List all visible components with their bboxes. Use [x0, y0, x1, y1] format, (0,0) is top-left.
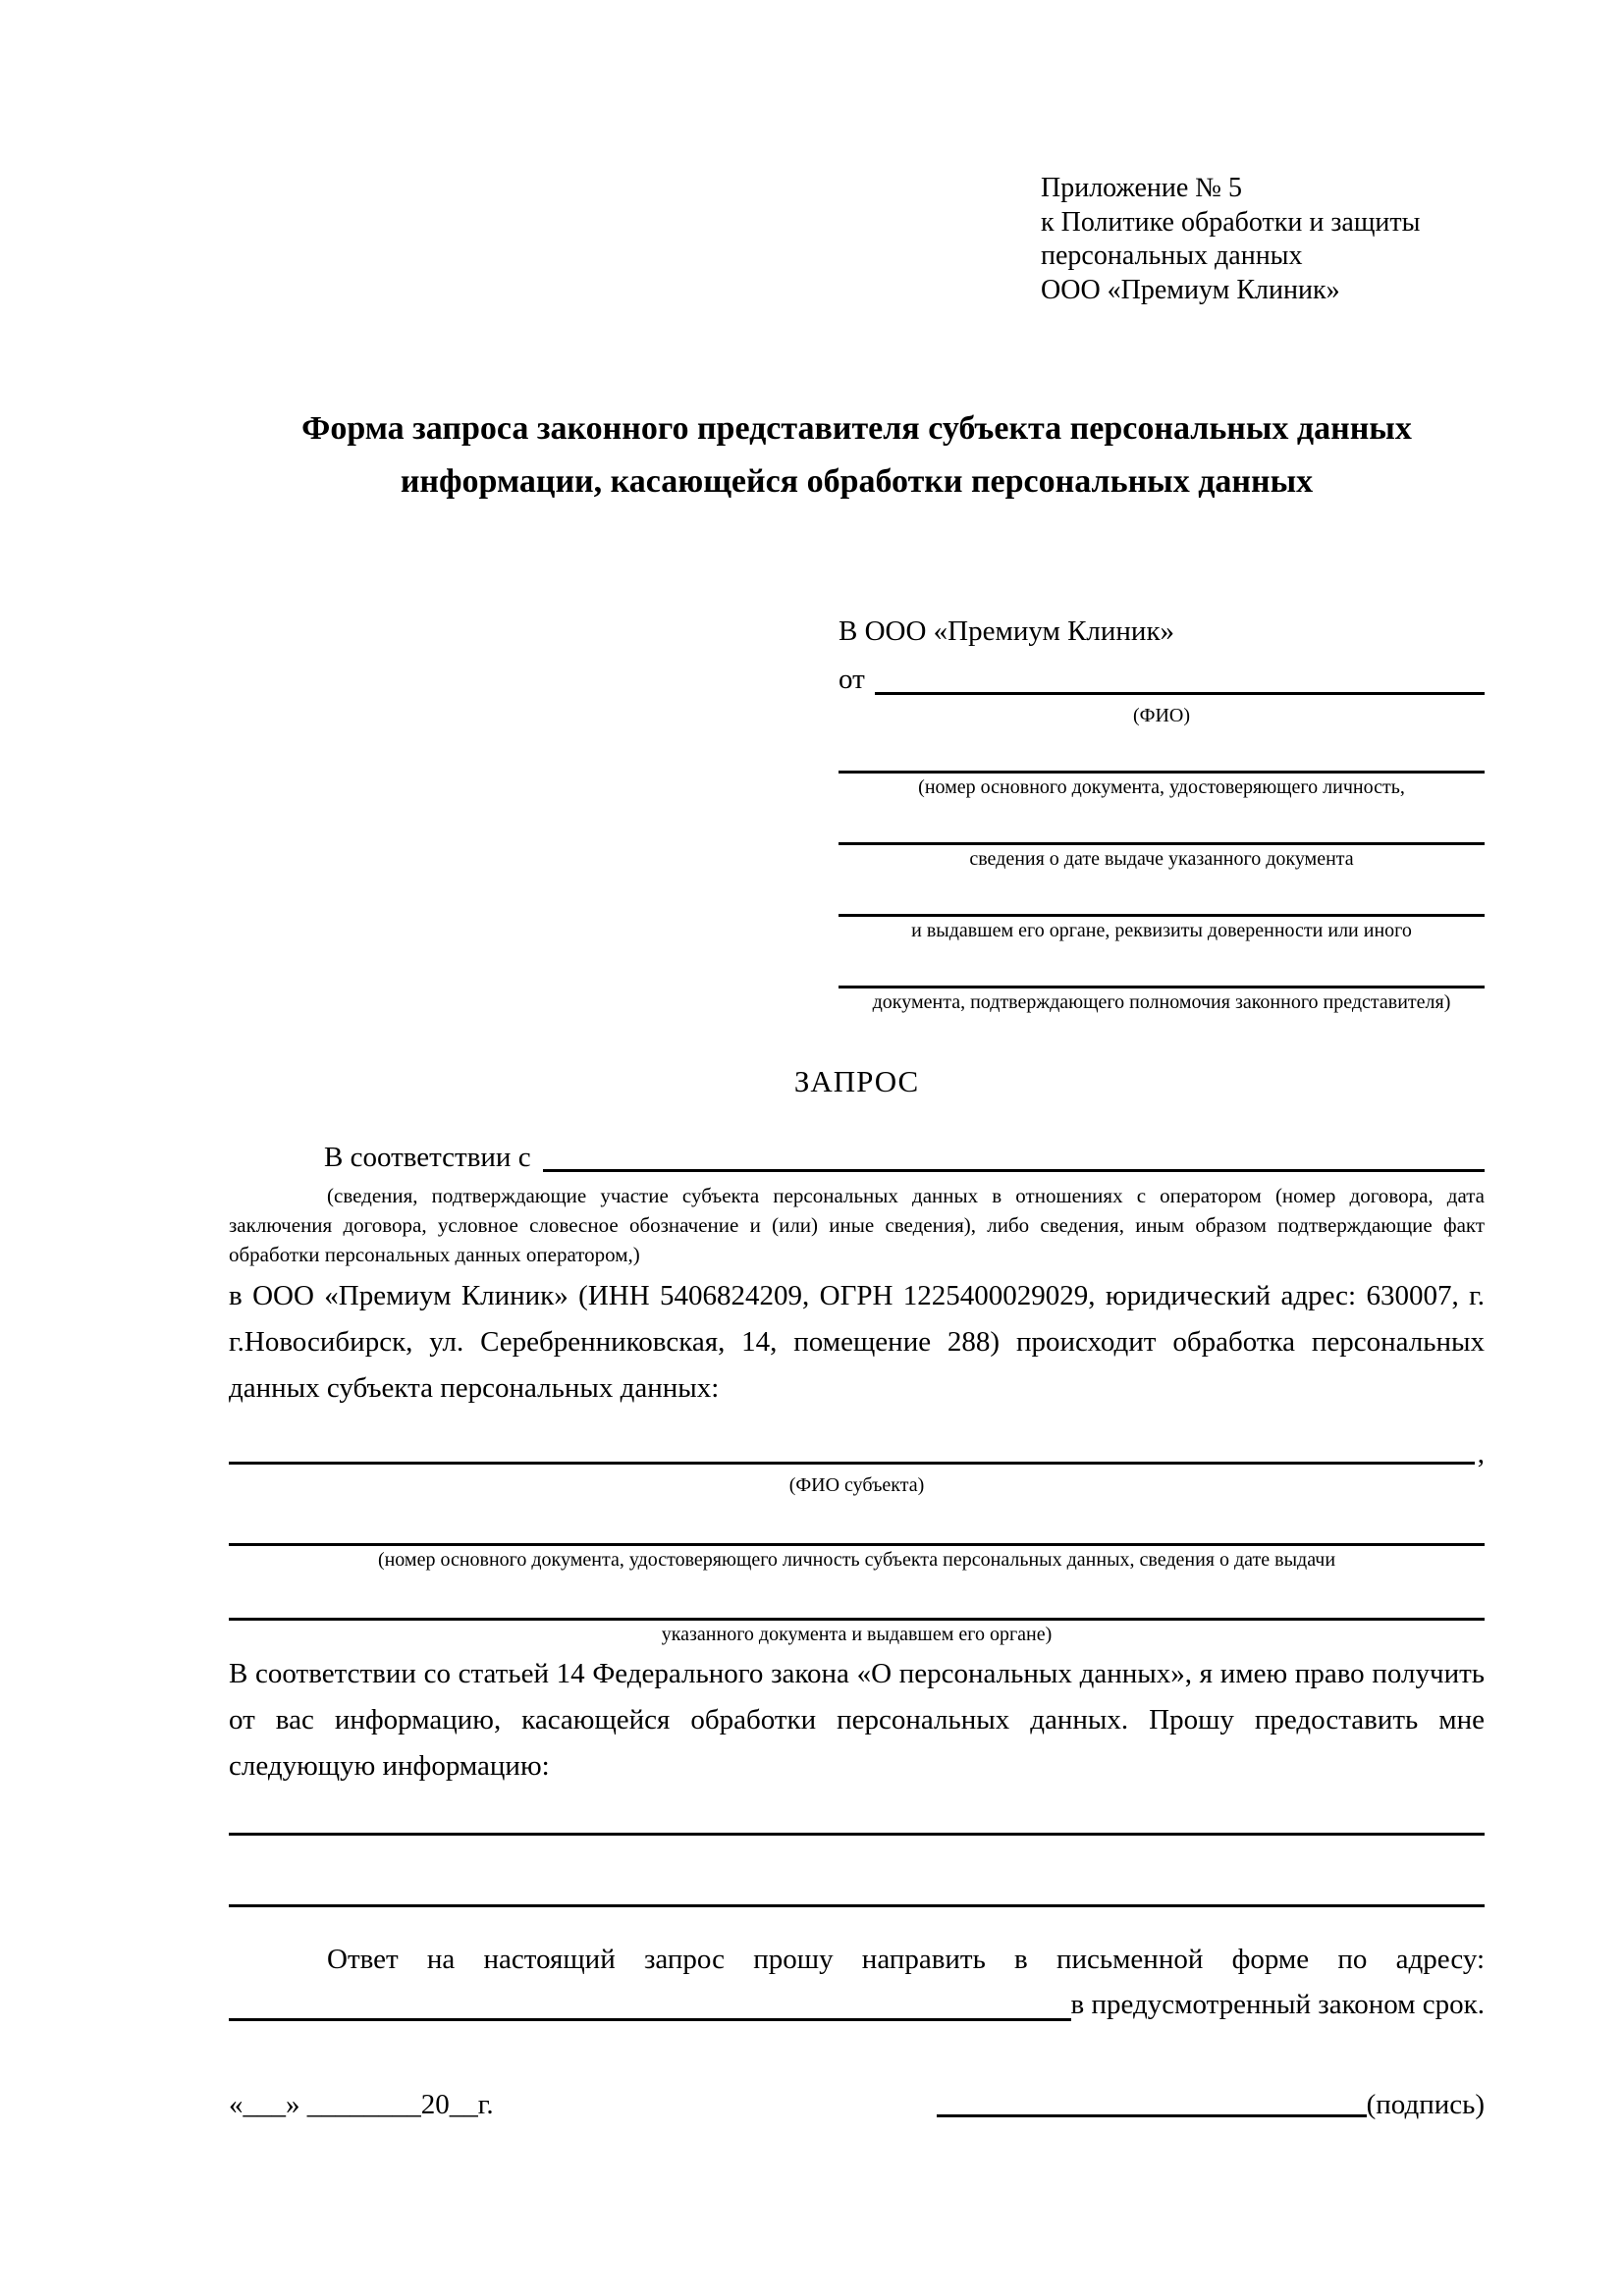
basis-caption: (сведения, подтверждающие участие субъекта персональных данных в отношениях с оператором (номер договора, дата заключения договора, условное словесное обозначение и (или) иные сведения), либо сведения, иным образом подтверждающие факт обработки персональных данных оператором,) [229, 1184, 1485, 1266]
subject-doc-fill-line-1 [229, 1498, 1485, 1546]
response-address-fill-line [229, 2018, 1071, 2021]
issuing-authority-fill-line [839, 872, 1485, 917]
addressee-organization: В ООО «Премиум Клиник» [839, 615, 1175, 648]
title-line-2: информации, касающейся обработки персональных данных [400, 462, 1314, 500]
requested-info-fill-line-1 [229, 1789, 1485, 1836]
basis-fill-line [543, 1169, 1485, 1172]
authority-doc-fill-line [839, 943, 1485, 988]
signature-line [937, 2114, 1367, 2117]
response-address-field [229, 1982, 1485, 2027]
from-label: от [839, 664, 865, 695]
signature-row [229, 2087, 1485, 2124]
signature-field [937, 2087, 1485, 2124]
basis-field [229, 1137, 1485, 1180]
law-paragraph: В соответствии со статьей 14 Федерального закона «О персональных данных», я имею право получить от вас информацию, касающейся обработки персональных данных. Прошу предоставить мне следующую информацию: [229, 1658, 1485, 1783]
fio-caption: (ФИО) [1132, 704, 1190, 726]
response-deadline-text: в предусмотренный законом срок. [1070, 1989, 1485, 2021]
subject-fio-caption: (ФИО субъекта) [788, 1474, 925, 1497]
requested-info-fill-line-2 [229, 1836, 1485, 1907]
from-fill-line [875, 692, 1485, 695]
issue-date-fill-line [839, 800, 1485, 845]
appendix-line-4: ООО «Премиум Клиник» [1041, 275, 1340, 306]
issue-date-caption: сведения о дате выдаче указанного документа [969, 847, 1354, 870]
appendix-line-2: к Политике обработки и защиты [1041, 206, 1421, 238]
subject-doc-caption-1: (номер основного документа, удостоверяющего личность субъекта персональных данных, сведения о дате выдачи [377, 1549, 1336, 1572]
identity-doc-fill-line [839, 728, 1485, 774]
title-line-1: Форма запроса законного представителя субъекта персональных данных [301, 409, 1412, 447]
appendix-line-1: Приложение № 5 [1041, 173, 1242, 203]
subject-doc-fill-line-2 [229, 1573, 1485, 1621]
addressee-block [839, 614, 1485, 1014]
subject-fio-fill-line [229, 1462, 1475, 1465]
response-paragraph-line: Ответ на настоящий запрос прошу направить в письменной форме по адресу: [327, 1944, 1485, 1976]
appendix-block [1041, 172, 1485, 308]
issuing-authority-caption: и выдавшем его органе, реквизиты доверенности или иного [911, 919, 1412, 941]
request-heading: ЗАПРОС [793, 1063, 920, 1098]
appendix-line-3: персональных данных [1041, 240, 1303, 272]
signature-caption: (подпись) [1366, 2088, 1485, 2120]
subject-fio-field [229, 1437, 1485, 1471]
basis-label: В соответствии с [324, 1141, 531, 1173]
authority-doc-caption: документа, подтверждающего полномочия законного представителя) [872, 990, 1451, 1013]
document-title [229, 402, 1485, 507]
date-field: «___» ________20__г. [229, 2088, 494, 2120]
identity-doc-caption: (номер основного документа, удостоверяющего личность, [918, 775, 1405, 798]
subject-fio-trailing-comma: , [1477, 1438, 1485, 1470]
subject-doc-caption-2: указанного документа и выдавшем его органе) [661, 1624, 1053, 1646]
operator-paragraph: в ООО «Премиум Клиник» (ИНН 5406824209, ОГРН 1225400029029, юридический адрес: 630007, г. г.Новосибирск, ул. Серебренниковская, 14, помещение 288) происходит обработка персональных данных субъекта персональных данных: [229, 1280, 1485, 1405]
from-field [839, 659, 1485, 702]
